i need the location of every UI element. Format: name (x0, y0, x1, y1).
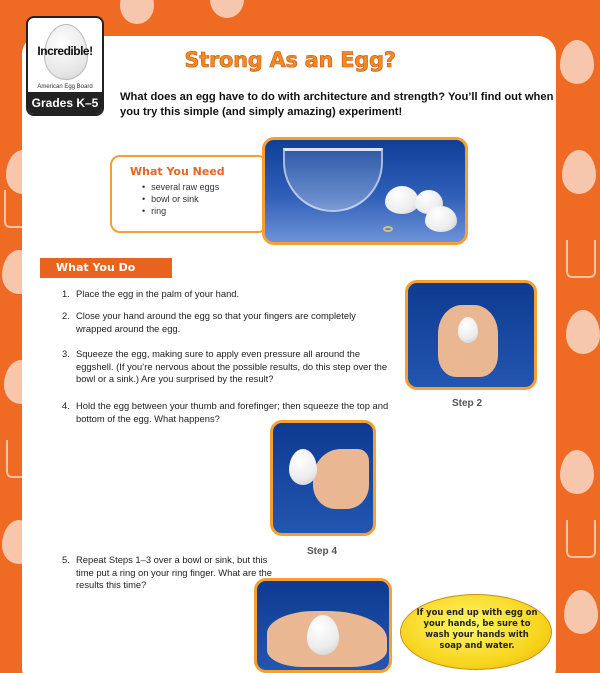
step-number: 3. (62, 348, 70, 359)
safety-tip-badge (400, 594, 552, 670)
glass-bowl-icon (283, 148, 383, 212)
safety-tip-text: If you end up with egg on your hands, be sure to wash your hands with soap and water. (416, 607, 538, 650)
step4-photo (270, 420, 376, 536)
step-text: Place the egg in the palm of your hand. (76, 288, 240, 299)
background-egg-icon (560, 450, 594, 494)
list-item (62, 288, 392, 301)
supplies-list (142, 181, 219, 217)
intro-text: What does an egg have to do with architecture and strength? You’ll find out when you try this simple (and simply amazing) experiment! (120, 91, 554, 118)
list-item (62, 310, 392, 335)
step-number: 1. (62, 288, 70, 299)
background-egg-icon (120, 0, 154, 24)
grades-label: Grades K–5 (28, 92, 102, 114)
step-text: Squeeze the egg, making sure to apply even pressure all around the eggshell. (If you’re nervous about the possible results, do this step over the bowl or a sink.) Are you surprised by the result? (76, 348, 388, 385)
step-number: 4. (62, 400, 70, 411)
supplies-photo (262, 137, 468, 245)
background-egg-icon (566, 310, 600, 354)
step-text: Hold the egg between your thumb and forefinger; then squeeze the top and bottom of the egg. What happens? (76, 400, 389, 424)
step5-photo (254, 578, 392, 673)
step-number: 2. (62, 310, 70, 321)
what-you-need-box (110, 155, 268, 233)
list-item: • bowl or sink (142, 193, 219, 205)
list-item: • ring (142, 205, 219, 217)
background-egg-icon (562, 150, 596, 194)
list-item (62, 554, 272, 592)
what-you-do-heading: What You Do (40, 258, 172, 278)
step2-caption: Step 2 (452, 398, 483, 409)
egg-icon (425, 206, 457, 232)
incredible-logo (26, 16, 104, 116)
ring-icon (383, 226, 393, 232)
background-egg-icon (210, 0, 244, 18)
what-you-need-heading: What You Need (130, 165, 225, 178)
page-title: Strong As an Egg? (184, 48, 396, 72)
step-text: Repeat Steps 1–3 over a bowl or sink, but this time put a ring on your ring finger. What are the results this time? (76, 554, 272, 591)
step4-caption: Step 4 (307, 546, 338, 557)
background-egg-icon (560, 40, 594, 84)
step-text: Close your hand around the egg so that your fingers are completely wrapped around the egg. (76, 310, 356, 334)
egg-icon (289, 449, 317, 485)
logo-org: American Egg Board (37, 84, 93, 90)
egg-icon (385, 186, 419, 214)
logo-word: Incredible! (37, 44, 93, 58)
step-number: 5. (62, 554, 70, 565)
background-egg-icon (564, 590, 598, 634)
background-beaker-icon (566, 240, 596, 278)
list-item: • several raw eggs (142, 181, 219, 193)
egg-icon (458, 317, 478, 343)
list-item (62, 348, 392, 386)
egg-icon (307, 615, 339, 655)
background-beaker-icon (566, 520, 596, 558)
step2-photo (405, 280, 537, 390)
hand-icon (313, 449, 369, 509)
